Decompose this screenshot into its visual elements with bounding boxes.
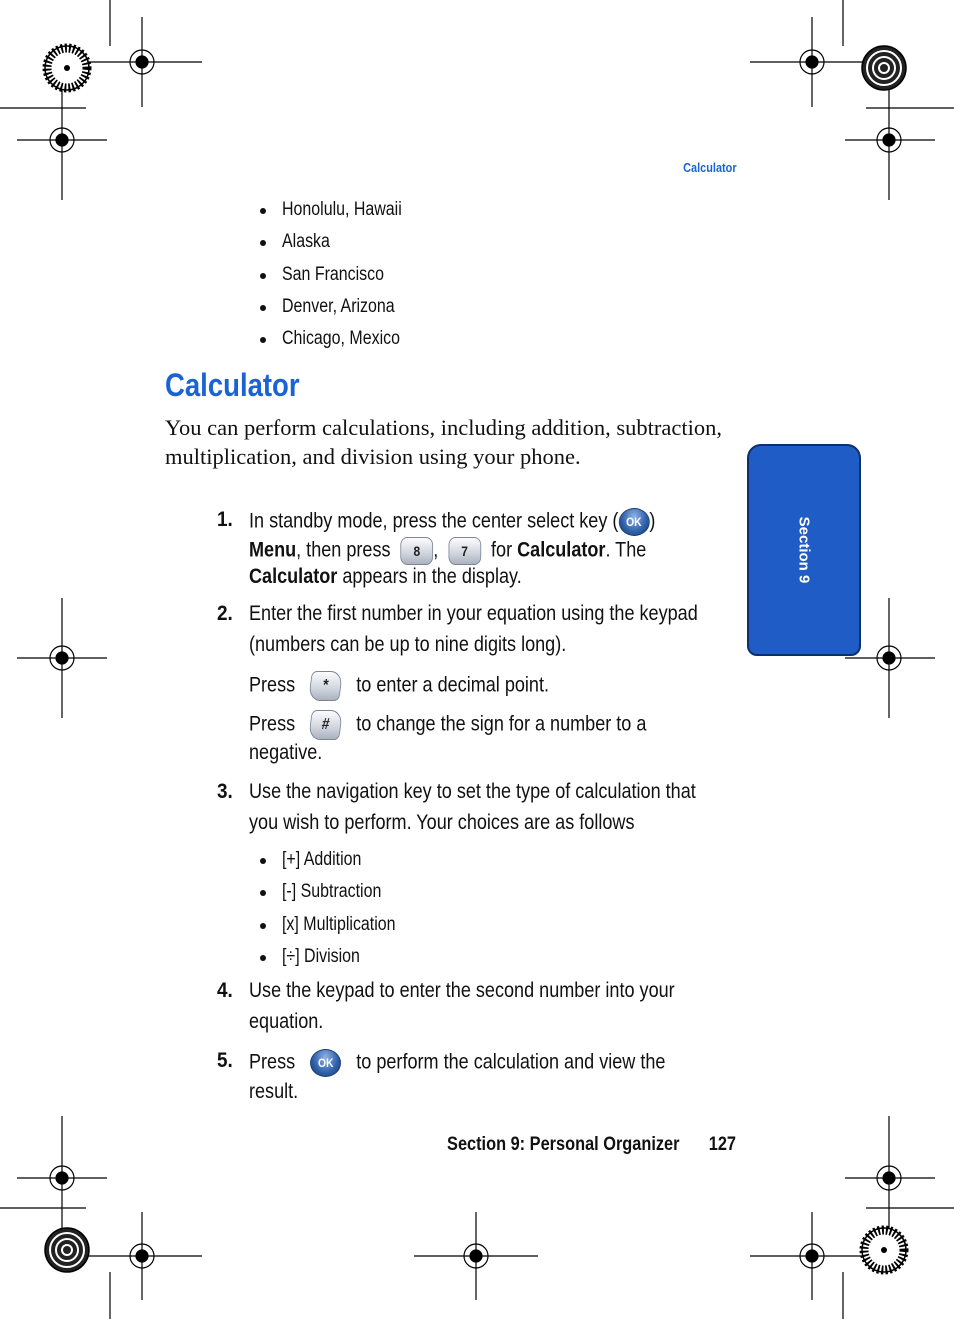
step-number: 1.: [217, 508, 233, 531]
star-target-icon: [45, 1228, 89, 1272]
registration-mark-icon: [845, 1116, 935, 1236]
step-number: 3.: [217, 780, 233, 803]
step-line: (numbers can be up to nine digits long).: [249, 633, 567, 656]
star-target-icon: [862, 46, 906, 90]
step-line: In standby mode, press the center select key ( OK ): [249, 508, 722, 536]
ok-key-icon: OK: [310, 1049, 341, 1077]
star-target-icon: [45, 46, 89, 90]
registration-mark-icon: [82, 1212, 202, 1300]
registration-mark-icon: [17, 1116, 107, 1236]
step-line: equation.: [249, 1010, 324, 1033]
list-item: Alaska: [258, 231, 425, 263]
step-line: Enter the first number in your equation using the keypad: [249, 602, 698, 625]
section-heading: Calculator: [165, 367, 300, 403]
star-target-icon: [862, 1228, 906, 1272]
list-item: Denver, Arizona: [258, 296, 425, 328]
list-item: [+] Addition: [258, 849, 417, 881]
registration-mark-icon: [82, 17, 202, 107]
city-list: [258, 199, 425, 360]
registration-mark-icon: [845, 80, 935, 200]
hash-key-icon: #: [308, 710, 343, 740]
step-line: you wish to perform. Your choices are as follows: [249, 811, 635, 834]
step-line: Press # to change the sign for a number to a: [249, 710, 711, 740]
list-item: San Francisco: [258, 264, 425, 296]
step-line: Press * to enter a decimal point.: [249, 671, 598, 701]
list-item: Honolulu, Hawaii: [258, 199, 425, 231]
step-number: 5.: [217, 1049, 233, 1072]
running-header: Calculator: [683, 160, 737, 175]
step-number: 2.: [217, 602, 233, 625]
footer-section: Section 9: Personal Organizer: [447, 1134, 680, 1155]
step-line: Use the keypad to enter the second number into your: [249, 979, 675, 1002]
registration-mark-icon: [750, 1212, 872, 1300]
star-key-icon: *: [308, 671, 343, 701]
intro-paragraph: You can perform calculations, including addition, subtraction, multiplication, and division using your phone.: [165, 415, 722, 469]
registration-mark-icon: [17, 80, 107, 200]
registration-mark-icon: [750, 17, 872, 107]
page-number: 127: [708, 1134, 737, 1155]
step-line: Use the navigation key to set the type of calculation that: [249, 780, 696, 803]
list-item: [-] Subtraction: [258, 881, 417, 913]
step-number: 4.: [217, 979, 233, 1002]
list-item: [x] Multiplication: [258, 914, 417, 946]
ok-key-icon: OK: [618, 508, 649, 536]
registration-mark-icon: [17, 598, 107, 718]
step-line: result.: [249, 1080, 299, 1103]
list-item: [÷] Division: [258, 946, 417, 978]
step-line: negative.: [249, 741, 323, 764]
page-footer: [400, 1134, 737, 1156]
key-8-icon: 8: [401, 537, 434, 565]
operations-list: [258, 849, 417, 978]
key-7-icon: 7: [448, 537, 481, 565]
registration-mark-icon: [414, 1212, 538, 1300]
step-line: Menu, then press 8 , 7 for Calculator. The: [249, 537, 711, 565]
section-tab: [747, 444, 861, 656]
step-line: Press OK to perform the calculation and view the: [249, 1049, 733, 1077]
list-item: Chicago, Mexico: [258, 328, 425, 360]
section-tab-label: Section 9: [795, 516, 813, 584]
step-line: Calculator appears in the display.: [249, 565, 522, 588]
